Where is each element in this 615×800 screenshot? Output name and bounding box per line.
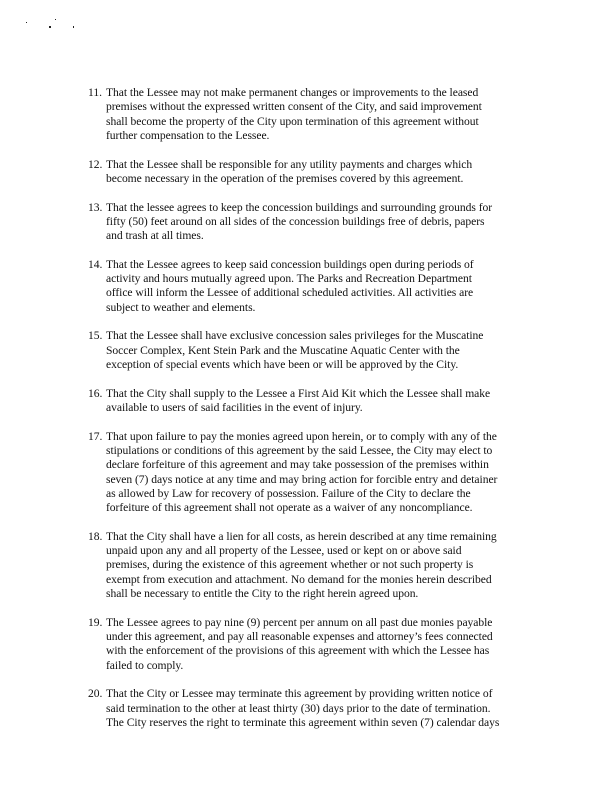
clause-line: shall be necessary to entitle the City to the right herein agreed upon. (106, 587, 419, 601)
clause-line: unpaid upon any and all property of the Lessee, used or kept on or above said (106, 544, 462, 558)
clause-12 (88, 158, 528, 187)
clause-16 (88, 387, 528, 416)
clause-number: 14. (88, 257, 103, 271)
clause-line: subject to weather and elements. (106, 300, 256, 314)
clause-line: with the enforcement of the provisions of this agreement with which the Lessee has (106, 644, 490, 658)
clause-line: That the Lessee shall be responsible for any utility payments and charges which (106, 157, 473, 171)
clause-number: 13. (88, 200, 103, 214)
clause-line: said termination to the other at least thirty (30) days prior to the date of termination. (106, 701, 491, 715)
clause-line: The Lessee agrees to pay nine (9) percent per annum on all past due monies payable (106, 615, 493, 629)
clause-text (106, 687, 528, 730)
clause-text (106, 387, 528, 416)
scan-speck (26, 22, 27, 23)
scan-speck (49, 26, 51, 28)
clause-line: exempt from execution and attachment. No demand for the monies herein described (106, 572, 492, 586)
clause-14 (88, 258, 528, 315)
clause-line: forfeiture of this agreement shall not operate as a waiver of any noncompliance. (106, 501, 473, 515)
clause-line: seven (7) days notice at any time and may bring action for forcible entry and detainer (106, 472, 498, 486)
clause-number: 16. (88, 386, 103, 400)
clause-line: premises, during the existence of this agreement whether or not such property is (106, 558, 474, 572)
clause-17 (88, 430, 528, 516)
clause-line: That the Lessee shall have exclusive concession sales privileges for the Muscatine (106, 329, 484, 343)
clause-text (106, 86, 528, 143)
clause-line: That the Lessee may not make permanent changes or improvements to the leased (106, 86, 479, 99)
clause-text (106, 201, 528, 244)
clause-line: The City reserves the right to terminate this agreement within seven (7) calendar days (106, 715, 500, 729)
clause-line: That the City shall supply to the Lessee a First Aid Kit which the Lessee shall make (106, 386, 491, 400)
clause-19 (88, 616, 528, 673)
clause-number: 11. (88, 86, 102, 99)
clause-line: That the Lessee agrees to keep said concession buildings open during periods of (106, 257, 474, 271)
clause-line: under this agreement, and pay all reasonable expenses and attorney’s fees connected (106, 630, 493, 644)
clause-text (106, 616, 528, 673)
clause-line: That the City shall have a lien for all costs, as herein described at any time remaining (106, 529, 497, 543)
clause-line: premises without the expressed written consent of the City, and said improvement (106, 100, 482, 114)
clause-line: available to users of said facilities in the event of injury. (106, 401, 363, 414)
clause-line: declare forfeiture of this agreement and may take possession of the premises within (106, 458, 489, 472)
clause-line: exception of special events which have been or will be approved by the City. (106, 358, 459, 372)
clause-line: That the lessee agrees to keep the concession buildings and surrounding grounds for (106, 200, 493, 214)
clause-15 (88, 329, 528, 372)
clause-18 (88, 530, 528, 601)
clause-text (106, 158, 528, 187)
clause-line: further compensation to the Lessee. (106, 128, 270, 142)
scan-speck (55, 19, 56, 20)
clause-number: 12. (88, 157, 103, 171)
clause-number: 15. (88, 329, 103, 343)
clause-11 (88, 86, 528, 143)
clause-number: 18. (88, 529, 103, 543)
clause-line: become necessary in the operation of the premises covered by this agreement. (106, 171, 464, 185)
clause-line: Soccer Complex, Kent Stein Park and the Muscatine Aquatic Center with the (106, 343, 460, 357)
clause-text (106, 258, 528, 315)
clause-line: fifty (50) feet around on all sides of the concession buildings free of debris, papers (106, 214, 485, 228)
clause-number: 19. (88, 615, 103, 629)
clause-line: office will inform the Lessee of additional scheduled activities. All activities are (106, 286, 474, 300)
clause-line: That upon failure to pay the monies agreed upon herein, or to comply with any of the (106, 429, 497, 443)
clause-20 (88, 687, 528, 730)
clause-line: That the City or Lessee may terminate this agreement by providing written notice of (106, 687, 493, 701)
clause-line: and trash at all times. (106, 229, 204, 243)
clause-text (106, 530, 528, 601)
clause-text (106, 329, 528, 372)
clause-number: 17. (88, 429, 103, 443)
clause-line: activity and hours mutually agreed upon. The Parks and Recreation Department (106, 272, 472, 286)
clause-number: 20. (88, 687, 103, 701)
document-body (88, 86, 528, 745)
scan-artifacts (0, 0, 615, 40)
clause-line: as allowed by Law for recovery of possession. Failure of the City to declare the (106, 486, 471, 500)
clause-text (106, 430, 528, 516)
scan-speck (73, 26, 74, 28)
clause-line: shall become the property of the City upon termination of this agreement without (106, 114, 479, 128)
clause-line: failed to comply. (106, 658, 184, 672)
clause-line: stipulations or conditions of this agreement by the said Lessee, the City may elect to (106, 443, 493, 457)
clause-13 (88, 201, 528, 244)
